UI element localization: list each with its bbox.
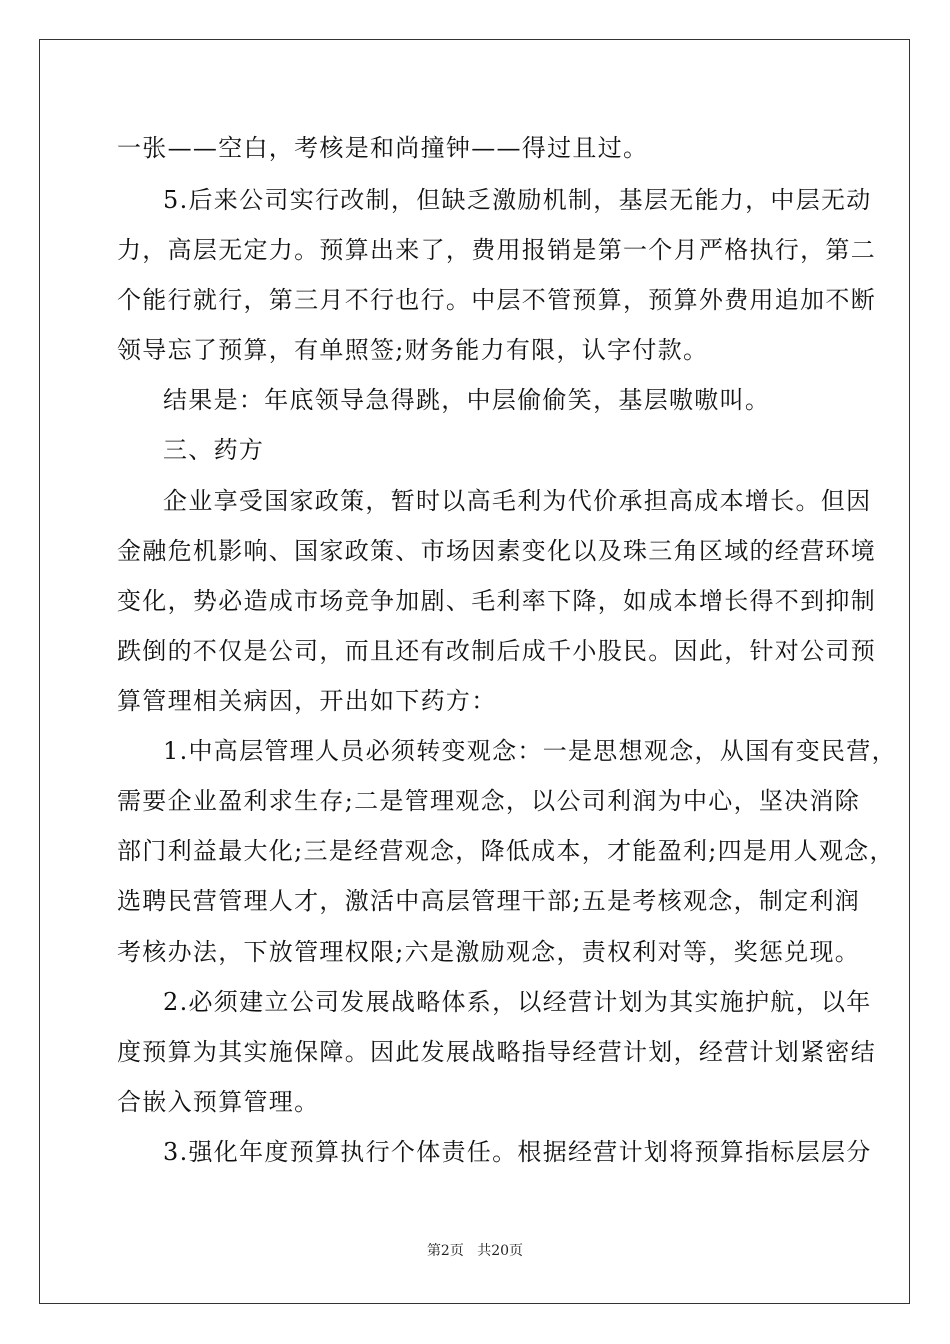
body-line: 5.后来公司实行改制，但缺乏激励机制，基层无能力，中层无动 — [163, 186, 872, 214]
body-line: 个能行就行，第三月不行也行。中层不管预算，预算外费用追加不断 — [117, 286, 876, 314]
body-line: 部门利益最大化;三是经营观念，降低成本，才能盈利;四是用人观念， — [117, 837, 895, 865]
page-footer — [0, 1242, 950, 1260]
body-line: 企业享受国家政策，暂时以高毛利为代价承担高成本增长。但因 — [163, 487, 872, 515]
body-line: 合嵌入预算管理。 — [117, 1088, 320, 1116]
body-line: 一张——空白，考核是和尚撞钟——得过且过。 — [117, 134, 649, 162]
body-line: 金融危机影响、国家政策、市场因素变化以及珠三角区域的经营环境 — [117, 537, 876, 565]
body-line: 2.必须建立公司发展战略体系，以经营计划为其实施护航，以年 — [163, 988, 872, 1016]
body-line: 结果是：年底领导急得跳，中层偷偷笑，基层嗷嗷叫。 — [163, 386, 771, 414]
page-number: 第2页 — [426, 1243, 464, 1259]
body-line: 领导忘了预算，有单照签;财务能力有限，认字付款。 — [117, 336, 709, 364]
body-line: 算管理相关病因，开出如下药方： — [117, 687, 497, 715]
total-pages: 共20页 — [477, 1243, 524, 1259]
body-line: 跌倒的不仅是公司，而且还有改制后成千小股民。因此，针对公司预 — [117, 637, 876, 665]
body-line: 需要企业盈利求生存;二是管理观念，以公司利润为中心，坚决消除 — [117, 787, 861, 815]
body-line: 考核办法，下放管理权限;六是激励观念，责权利对等，奖惩兑现。 — [117, 938, 861, 966]
body-line: 变化，势必造成市场竞争加剧、毛利率下降，如成本增长得不到抑制 — [117, 587, 876, 615]
body-line: 度预算为其实施保障。因此发展战略指导经营计划，经营计划紧密结 — [117, 1038, 876, 1066]
body-line: 3.强化年度预算执行个体责任。根据经营计划将预算指标层层分 — [163, 1138, 872, 1166]
body-line: 1.中高层管理人员必须转变观念：一是思想观念，从国有变民营， — [163, 737, 897, 765]
body-line: 力，高层无定力。预算出来了，费用报销是第一个月严格执行，第二 — [117, 236, 876, 264]
body-line: 选聘民营管理人才，激活中高层管理干部;五是考核观念，制定利润 — [117, 887, 861, 915]
section-heading: 三、药方 — [163, 436, 265, 464]
